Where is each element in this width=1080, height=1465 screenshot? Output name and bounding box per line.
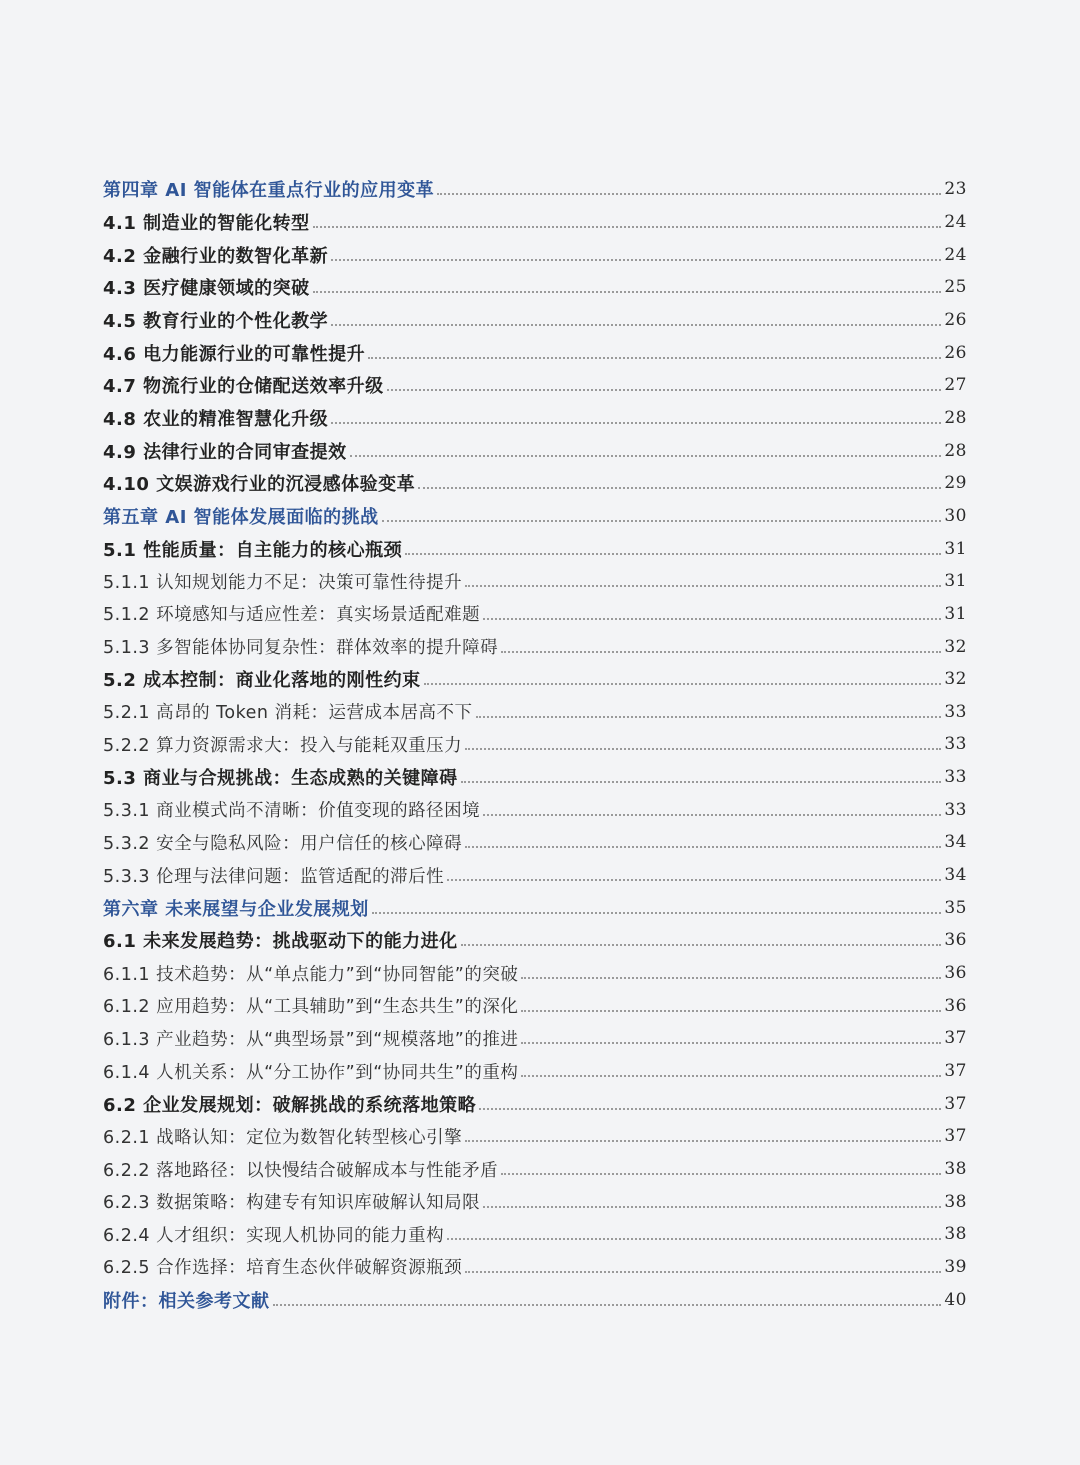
dot-leader: [461, 781, 942, 783]
toc-entry-title: 4.1 制造业的智能化转型: [103, 212, 310, 234]
toc-entry-page-number: 36: [944, 930, 967, 951]
dot-leader: [382, 520, 942, 522]
toc-entry-sub[interactable]: [103, 1218, 967, 1251]
toc-entry-title: 5.3.1 商业模式尚不清晰：价值变现的路径困境: [103, 801, 481, 822]
dot-leader: [313, 291, 942, 293]
toc-entry-section[interactable]: [103, 238, 967, 271]
toc-entry-title: 5.1.2 环境感知与适应性差：真实场景适配难题: [103, 605, 481, 626]
toc-entry-sub[interactable]: [103, 859, 967, 892]
toc-entry-sub[interactable]: [103, 1251, 967, 1284]
dot-leader: [465, 846, 941, 848]
toc-entry-page-number: 31: [944, 538, 967, 559]
toc-entry-sub[interactable]: [103, 793, 967, 826]
toc-entry-page-number: 37: [944, 1028, 967, 1049]
dot-leader: [465, 1140, 941, 1142]
toc-entry-page-number: 28: [944, 407, 967, 428]
toc-entry-page-number: 33: [944, 701, 967, 722]
toc-entry-title: 6.2.5 合作选择：培育生态伙伴破解资源瓶颈: [103, 1258, 463, 1279]
toc-entry-sub[interactable]: [103, 630, 967, 663]
toc-entry-page-number: 30: [944, 505, 967, 526]
toc-entry-section[interactable]: [103, 336, 967, 369]
toc-entry-title: 6.1 未来发展趋势：挑战驱动下的能力进化: [103, 931, 458, 953]
toc-entry-page-number: 24: [944, 244, 967, 265]
toc-entry-title: 6.1.3 产业趋势：从“典型场景”到“规模落地”的推进: [103, 1029, 519, 1050]
dot-leader: [273, 1304, 942, 1306]
toc-entry-title: 6.1.2 应用趋势：从“工具辅助”到“生态共生”的深化: [103, 997, 519, 1018]
toc-entry-page-number: 31: [944, 571, 967, 592]
toc-entry-title: 第四章 AI 智能体在重点行业的应用变革: [103, 180, 435, 202]
dot-leader: [501, 651, 941, 653]
toc-entry-sub[interactable]: [103, 826, 967, 859]
dot-leader: [465, 748, 941, 750]
dot-leader: [521, 1010, 941, 1012]
toc-entry-sub[interactable]: [103, 728, 967, 761]
dot-leader: [447, 1238, 941, 1240]
dot-leader: [447, 879, 941, 881]
toc-entry-page-number: 23: [944, 179, 967, 200]
toc-entry-sub[interactable]: [103, 1022, 967, 1055]
table-of-contents: [103, 173, 967, 1316]
toc-entry-page-number: 29: [944, 473, 967, 494]
toc-entry-page-number: 36: [944, 963, 967, 984]
toc-entry-section[interactable]: [103, 434, 967, 467]
toc-entry-page-number: 24: [944, 211, 967, 232]
toc-entry-sub[interactable]: [103, 1153, 967, 1186]
dot-leader: [476, 716, 942, 718]
dot-leader: [331, 324, 941, 326]
dot-leader: [418, 487, 941, 489]
toc-entry-sub[interactable]: [103, 696, 967, 729]
toc-entry-page-number: 32: [944, 669, 967, 690]
toc-entry-page-number: 34: [944, 865, 967, 886]
dot-leader: [350, 455, 942, 457]
dot-leader: [521, 1042, 941, 1044]
toc-entry-chapter[interactable]: [103, 173, 967, 206]
toc-entry-section[interactable]: [103, 663, 967, 696]
toc-entry-title: 附件：相关参考文献: [103, 1290, 270, 1312]
dot-leader: [424, 683, 942, 685]
toc-entry-page-number: 26: [944, 309, 967, 330]
toc-entry-page-number: 35: [944, 897, 967, 918]
toc-entry-title: 6.2.1 战略认知：定位为数智化转型核心引擎: [103, 1127, 463, 1148]
toc-entry-title: 6.2.4 人才组织：实现人机协同的能力重构: [103, 1225, 445, 1246]
toc-entry-section[interactable]: [103, 369, 967, 402]
dot-leader: [521, 977, 941, 979]
toc-entry-section[interactable]: [103, 924, 967, 957]
toc-entry-title: 5.3.2 安全与隐私风险：用户信任的核心障碍: [103, 833, 463, 854]
toc-entry-sub[interactable]: [103, 989, 967, 1022]
toc-entry-page-number: 37: [944, 1093, 967, 1114]
dot-leader: [372, 912, 942, 914]
toc-entry-chapter[interactable]: [103, 1283, 967, 1316]
toc-entry-title: 6.1.1 技术趋势：从“单点能力”到“协同智能”的突破: [103, 964, 519, 985]
toc-entry-title: 5.1.1 认知规划能力不足：决策可靠性待提升: [103, 572, 463, 593]
toc-entry-sub[interactable]: [103, 1185, 967, 1218]
dot-leader: [483, 618, 941, 620]
toc-entry-page-number: 25: [944, 277, 967, 298]
toc-entry-title: 4.5 教育行业的个性化教学: [103, 310, 329, 332]
toc-entry-page-number: 38: [944, 1191, 967, 1212]
toc-entry-title: 4.8 农业的精准智慧化升级: [103, 408, 329, 430]
toc-entry-chapter[interactable]: [103, 500, 967, 533]
toc-entry-section[interactable]: [103, 1087, 967, 1120]
toc-entry-section[interactable]: [103, 532, 967, 565]
toc-entry-title: 6.2.2 落地路径：以快慢结合破解成本与性能矛盾: [103, 1160, 499, 1181]
toc-entry-page-number: 34: [944, 832, 967, 853]
toc-entry-title: 4.6 电力能源行业的可靠性提升: [103, 343, 366, 365]
toc-entry-title: 第六章 未来展望与企业发展规划: [103, 898, 369, 920]
toc-entry-title: 5.2.2 算力资源需求大：投入与能耗双重压力: [103, 735, 463, 756]
dot-leader: [483, 1206, 941, 1208]
dot-leader: [483, 814, 941, 816]
toc-entry-section[interactable]: [103, 761, 967, 794]
toc-entry-sub[interactable]: [103, 565, 967, 598]
dot-leader: [501, 1173, 941, 1175]
dot-leader: [437, 193, 941, 195]
toc-entry-title: 4.2 金融行业的数智化革新: [103, 245, 329, 267]
toc-entry-page-number: 33: [944, 767, 967, 788]
toc-entry-sub[interactable]: [103, 957, 967, 990]
dot-leader: [331, 422, 941, 424]
toc-entry-title: 4.10 文娱游戏行业的沉浸感体验变革: [103, 474, 416, 496]
toc-entry-title: 5.3 商业与合规挑战：生态成熟的关键障碍: [103, 768, 458, 790]
toc-entry-title: 5.2 成本控制：商业化落地的刚性约束: [103, 670, 421, 692]
toc-entry-page-number: 32: [944, 636, 967, 657]
dot-leader: [313, 226, 942, 228]
toc-entry-title: 5.2.1 高昂的 Token 消耗：运营成本居高不下: [103, 703, 473, 724]
toc-entry-title: 4.9 法律行业的合同审查提效: [103, 441, 347, 463]
toc-entry-title: 5.1 性能质量：自主能力的核心瓶颈: [103, 539, 403, 561]
toc-entry-sub[interactable]: [103, 598, 967, 631]
toc-entry-sub[interactable]: [103, 1120, 967, 1153]
toc-entry-page-number: 36: [944, 995, 967, 1016]
toc-entry-section[interactable]: [103, 467, 967, 500]
dot-leader: [521, 1075, 941, 1077]
toc-entry-page-number: 38: [944, 1159, 967, 1180]
toc-entry-title: 第五章 AI 智能体发展面临的挑战: [103, 506, 379, 528]
toc-entry-title: 5.3.3 伦理与法律问题：监管适配的滞后性: [103, 866, 445, 887]
toc-entry-page-number: 28: [944, 440, 967, 461]
toc-entry-title: 4.3 医疗健康领域的突破: [103, 278, 310, 300]
toc-entry-page-number: 27: [944, 375, 967, 396]
toc-entry-section[interactable]: [103, 271, 967, 304]
toc-entry-page-number: 40: [944, 1289, 967, 1310]
dot-leader: [465, 585, 941, 587]
dot-leader: [405, 553, 941, 555]
toc-entry-page-number: 26: [944, 342, 967, 363]
toc-entry-title: 6.1.4 人机关系：从“分工协作”到“协同共生”的重构: [103, 1062, 519, 1083]
toc-entry-chapter[interactable]: [103, 891, 967, 924]
toc-entry-page-number: 33: [944, 799, 967, 820]
toc-entry-page-number: 33: [944, 734, 967, 755]
toc-entry-section[interactable]: [103, 206, 967, 239]
toc-entry-title: 6.2.3 数据策略：构建专有知识库破解认知局限: [103, 1193, 481, 1214]
dot-leader: [368, 357, 941, 359]
dot-leader: [461, 944, 942, 946]
toc-entry-page-number: 31: [944, 603, 967, 624]
dot-leader: [479, 1108, 941, 1110]
toc-entry-title: 4.7 物流行业的仓储配送效率升级: [103, 376, 384, 398]
dot-leader: [331, 259, 941, 261]
toc-entry-title: 5.1.3 多智能体协同复杂性：群体效率的提升障碍: [103, 638, 499, 659]
toc-entry-section[interactable]: [103, 402, 967, 435]
toc-entry-page-number: 37: [944, 1126, 967, 1147]
dot-leader: [465, 1271, 941, 1273]
dot-leader: [387, 389, 942, 391]
toc-entry-page-number: 39: [944, 1256, 967, 1277]
toc-entry-sub[interactable]: [103, 1055, 967, 1088]
toc-entry-page-number: 37: [944, 1061, 967, 1082]
toc-entry-page-number: 38: [944, 1224, 967, 1245]
toc-entry-section[interactable]: [103, 304, 967, 337]
toc-entry-title: 6.2 企业发展规划：破解挑战的系统落地策略: [103, 1094, 477, 1116]
